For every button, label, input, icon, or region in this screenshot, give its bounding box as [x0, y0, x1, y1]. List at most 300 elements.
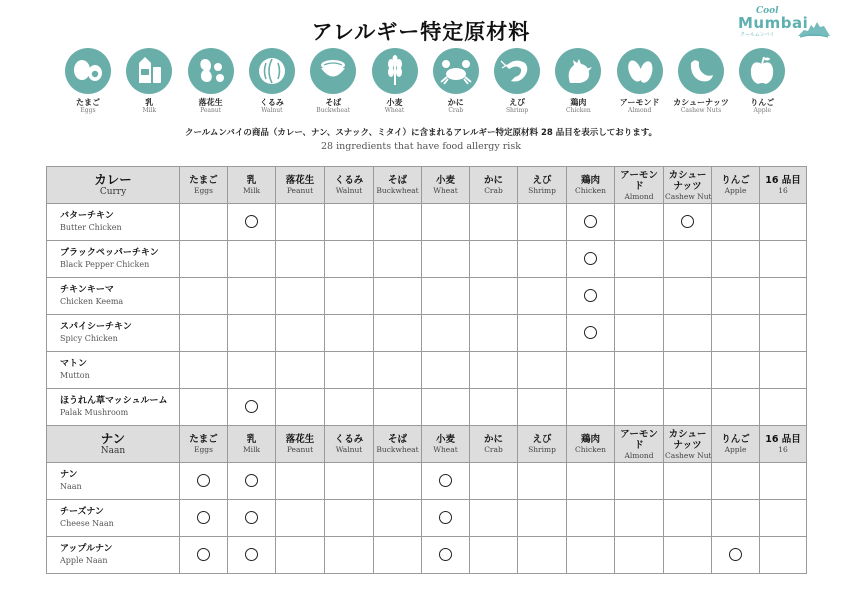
allergen-cell	[470, 315, 518, 352]
table-row	[47, 204, 807, 241]
section-title-en: Curry	[99, 186, 127, 197]
column-header-en: Peanut	[286, 186, 314, 195]
column-header-en: Wheat	[433, 186, 458, 195]
column-header-jp: 小麦	[435, 175, 455, 186]
table-row	[47, 500, 807, 537]
allergen-cell	[567, 204, 615, 241]
allergen-label-en: Buckwheat	[316, 107, 351, 114]
allergen-label-jp: 乳	[145, 98, 154, 107]
column-header-jp: りんご	[721, 434, 750, 445]
allergen-cell	[228, 241, 276, 278]
allergen-cell	[615, 241, 664, 278]
allergen-cell	[615, 389, 664, 426]
allergen-cell	[276, 278, 325, 315]
allergen-cell	[325, 537, 374, 574]
allergen-label-en: Shrimp	[505, 107, 529, 114]
logo-cool-text: Cool	[756, 6, 779, 16]
table-row	[47, 463, 807, 500]
product-name-cell	[47, 352, 180, 389]
column-header-jp: ナッツ	[673, 439, 702, 451]
column-header-en: Eggs	[194, 186, 213, 195]
allergen-cell	[760, 352, 807, 389]
allergen-cell	[664, 537, 712, 574]
allergen-cell	[325, 500, 374, 537]
product-name-cell	[47, 389, 180, 426]
allergen-cell	[374, 278, 422, 315]
allergen-cell	[518, 241, 567, 278]
allergen-cell	[276, 352, 325, 389]
allergen-cell	[325, 389, 374, 426]
allergen-cell	[712, 315, 760, 352]
crab-icon	[433, 48, 479, 94]
allergen-cell	[325, 315, 374, 352]
column-header-en: Crab	[484, 186, 503, 195]
allergen-cell	[664, 500, 712, 537]
column-header	[518, 167, 567, 204]
allergen-cell	[276, 537, 325, 574]
allergen-subtitle: 28 ingredients that have food allergy risk	[321, 141, 521, 152]
contains-mark-icon	[245, 511, 258, 524]
column-header	[470, 426, 518, 463]
product-name-cell	[47, 463, 180, 500]
allergen-cell	[518, 537, 567, 574]
allergen-cell	[422, 278, 470, 315]
table-row	[47, 241, 807, 278]
allergen-cell	[760, 315, 807, 352]
allergen-cell	[760, 500, 807, 537]
cashew-icon	[678, 48, 724, 94]
allergen-cell	[760, 204, 807, 241]
contains-mark-icon	[439, 511, 452, 524]
column-header	[712, 167, 760, 204]
column-header	[180, 167, 228, 204]
allergen-cell	[470, 204, 518, 241]
contains-mark-icon	[245, 400, 258, 413]
allergen-milk	[118, 48, 180, 115]
column-header-en: 16	[778, 186, 788, 195]
column-header-en: Buckwheat	[376, 445, 419, 454]
allergen-cell	[712, 389, 760, 426]
column-header-jp: そば	[387, 175, 407, 186]
column-header-en: Chicken	[575, 186, 606, 195]
contains-mark-icon	[197, 548, 210, 561]
allergen-cell	[180, 204, 228, 241]
contains-mark-icon	[439, 474, 452, 487]
column-header	[228, 167, 276, 204]
allergen-cell	[374, 463, 422, 500]
column-header-jp: たまご	[189, 434, 218, 445]
allergen-cell	[712, 241, 760, 278]
allergen-cell	[374, 241, 422, 278]
column-header-en: Eggs	[194, 445, 213, 454]
allergen-cell	[470, 500, 518, 537]
allergen-apple	[731, 48, 793, 115]
product-name-jp: ブラックペッパーチキン	[60, 248, 159, 258]
shrimp-icon	[494, 48, 540, 94]
allergen-label-jp: そば	[325, 98, 342, 107]
allergen-cell	[374, 315, 422, 352]
product-name-cell	[47, 537, 180, 574]
allergen-label-jp: かに	[447, 98, 464, 107]
egg-icon	[65, 48, 111, 94]
column-header-jp: カシュー	[668, 428, 707, 440]
allergen-cell	[422, 463, 470, 500]
contains-mark-icon	[584, 252, 597, 265]
product-name-en: Mutton	[60, 371, 90, 380]
allergen-label-jp: カシューナッツ	[673, 98, 729, 107]
column-header	[276, 167, 325, 204]
column-header-jp: りんご	[721, 175, 750, 186]
column-header-jp: 鶏肉	[580, 175, 600, 186]
section-header-row	[47, 167, 807, 204]
column-header-jp: 落花生	[285, 175, 315, 186]
allergen-cell	[664, 278, 712, 315]
allergen-cell	[712, 278, 760, 315]
allergen-cell	[567, 463, 615, 500]
allergen-cell	[567, 352, 615, 389]
allergen-cell	[180, 463, 228, 500]
column-header-en: Wheat	[433, 445, 458, 454]
column-header-jp: 16 品目	[765, 175, 801, 186]
allergen-cell	[325, 278, 374, 315]
allergen-cell	[567, 315, 615, 352]
contains-mark-icon	[681, 215, 694, 228]
allergen-cell	[276, 315, 325, 352]
contains-mark-icon	[245, 215, 258, 228]
logo-sub-text: クールムンバイ	[740, 32, 775, 38]
allergen-icon-row	[57, 48, 797, 122]
allergen-cell	[276, 389, 325, 426]
allergen-cell	[470, 278, 518, 315]
column-header-en: Shrimp	[528, 445, 556, 454]
allergen-cell	[228, 352, 276, 389]
product-name-jp: マトン	[60, 359, 88, 369]
allergen-cell	[615, 352, 664, 389]
column-header-jp: 小麦	[435, 434, 455, 445]
product-name-jp: チキンキーマ	[60, 285, 114, 295]
allergen-cell	[276, 241, 325, 278]
allergen-label-en: Crab	[448, 107, 464, 114]
allergen-cell	[567, 241, 615, 278]
product-name-cell	[47, 241, 180, 278]
product-name-en: Black Pepper Chicken	[60, 260, 150, 269]
column-header	[567, 426, 615, 463]
allergen-cell	[567, 389, 615, 426]
column-header	[276, 426, 325, 463]
product-name-cell	[47, 500, 180, 537]
allergen-cell	[470, 241, 518, 278]
section-title-en: Naan	[100, 445, 126, 456]
allergen-cell	[470, 352, 518, 389]
page-title: アレルギー特定原材料	[311, 20, 531, 44]
column-header-en: Apple	[724, 186, 747, 195]
allergen-label-jp: たまご	[76, 98, 100, 107]
column-header-en: Chicken	[575, 445, 606, 454]
section-header-row	[47, 426, 807, 463]
product-name-jp: チーズナン	[60, 507, 104, 517]
allergen-cell	[374, 352, 422, 389]
allergen-label-en: Peanut	[200, 107, 222, 114]
allergen-peanut	[180, 48, 242, 115]
allergen-cell	[228, 315, 276, 352]
allergen-cashew	[670, 48, 732, 115]
allergen-cell	[664, 463, 712, 500]
contains-mark-icon	[584, 289, 597, 302]
allergen-cell	[374, 500, 422, 537]
column-header	[615, 167, 664, 204]
allergen-cell	[276, 463, 325, 500]
column-header-jp: 乳	[246, 175, 257, 186]
product-name-jp: スパイシーチキン	[60, 322, 132, 332]
product-name-cell	[47, 315, 180, 352]
column-header-en: Buckwheat	[376, 186, 419, 195]
product-name-en: Naan	[60, 482, 82, 491]
column-header-jp: 落花生	[285, 434, 315, 445]
allergen-cell	[664, 315, 712, 352]
allergen-chicken	[547, 48, 609, 115]
column-header-en: Almond	[624, 450, 654, 460]
allergen-notice: クールムンバイの商品（カレー、ナン、スナック、ミタイ）に含まれるアレルギー特定原材料 28 品目を表示しております。	[184, 128, 658, 138]
product-name-jp: バターチキン	[60, 211, 114, 221]
product-name-en: Butter Chicken	[60, 223, 122, 232]
column-header-jp: ナッツ	[673, 180, 702, 192]
allergen-label-en: Chicken	[565, 107, 591, 114]
allergen-cell	[180, 500, 228, 537]
allergen-cell	[615, 204, 664, 241]
section-title-jp: ナン	[100, 430, 126, 446]
allergen-label-en: Apple	[753, 107, 772, 114]
allergen-cell	[276, 204, 325, 241]
column-header	[374, 167, 422, 204]
section-title-cell	[47, 426, 180, 463]
column-header-jp: アーモンド	[620, 169, 658, 192]
allergen-cell	[180, 278, 228, 315]
allergen-cell	[615, 463, 664, 500]
section-title-cell	[47, 167, 180, 204]
allergen-cell	[374, 204, 422, 241]
allergen-cell	[664, 204, 712, 241]
table-row	[47, 278, 807, 315]
allergen-cell	[518, 500, 567, 537]
allergen-label-jp: えび	[509, 98, 526, 107]
allergen-cell	[567, 278, 615, 315]
allergen-cell	[664, 241, 712, 278]
column-header-jp: くるみ	[334, 175, 364, 186]
allergen-cell	[470, 537, 518, 574]
allergen-label-en: Milk	[142, 107, 157, 114]
allergen-cell	[180, 241, 228, 278]
allergen-cell	[180, 315, 228, 352]
allergen-cell	[470, 463, 518, 500]
allergen-label-en: Walnut	[261, 107, 283, 114]
almond-icon	[617, 48, 663, 94]
allergen-eggs	[57, 48, 119, 115]
allergen-cell	[325, 241, 374, 278]
allergen-shrimp	[486, 48, 548, 115]
allergen-cell	[518, 463, 567, 500]
apple-icon	[739, 48, 785, 94]
allergen-almond	[609, 48, 671, 115]
column-header	[712, 426, 760, 463]
allergen-wheat	[364, 48, 426, 115]
allergen-crab	[425, 48, 487, 115]
allergen-cell	[712, 463, 760, 500]
allergen-cell	[276, 500, 325, 537]
allergen-cell	[760, 389, 807, 426]
allergen-label-jp: りんご	[750, 98, 775, 107]
column-header	[518, 426, 567, 463]
column-header-en: Peanut	[286, 445, 314, 454]
column-header	[325, 167, 374, 204]
product-name-en: Apple Naan	[60, 556, 108, 565]
column-header-en: Walnut	[335, 186, 363, 195]
column-header	[664, 167, 712, 204]
product-name-en: Spicy Chicken	[60, 334, 118, 343]
allergen-cell	[518, 315, 567, 352]
column-header-jp: カシュー	[668, 169, 707, 181]
allergen-cell	[228, 463, 276, 500]
allergen-label-jp: くるみ	[259, 98, 284, 107]
allergen-label-jp: 鶏肉	[570, 98, 587, 107]
allergen-cell	[374, 389, 422, 426]
allergen-cell	[325, 463, 374, 500]
allergen-cell	[615, 537, 664, 574]
allergen-cell	[180, 352, 228, 389]
allergen-cell	[422, 537, 470, 574]
product-name-jp: ナン	[60, 470, 78, 480]
allergy-table	[46, 166, 807, 574]
allergen-cell	[228, 389, 276, 426]
column-header	[760, 167, 807, 204]
allergen-cell	[422, 241, 470, 278]
allergen-buckwheat	[302, 48, 364, 115]
skyline-icon	[798, 16, 830, 38]
walnut-icon	[249, 48, 295, 94]
allergen-label-en: Cashew Nuts	[680, 107, 722, 114]
column-header	[325, 426, 374, 463]
allergen-cell	[325, 352, 374, 389]
column-header-en: Walnut	[335, 445, 363, 454]
contains-mark-icon	[245, 548, 258, 561]
milk-icon	[126, 48, 172, 94]
allergen-cell	[325, 204, 374, 241]
allergen-cell	[422, 352, 470, 389]
peanut-icon	[188, 48, 234, 94]
column-header	[664, 426, 712, 463]
logo-main-text: Mumbai	[738, 14, 809, 32]
product-name-en: Cheese Naan	[60, 519, 114, 528]
product-name-cell	[47, 204, 180, 241]
allergen-cell	[712, 204, 760, 241]
soba-bowl-icon	[310, 48, 356, 94]
column-header	[470, 167, 518, 204]
chicken-icon	[555, 48, 601, 94]
column-header-jp: たまご	[189, 175, 218, 186]
column-header-jp: 16 品目	[765, 434, 801, 445]
column-header	[422, 167, 470, 204]
allergen-cell	[518, 389, 567, 426]
column-header	[180, 426, 228, 463]
column-header	[228, 426, 276, 463]
allergen-cell	[664, 352, 712, 389]
allergen-label-jp: 小麦	[386, 98, 403, 107]
allergen-label-jp: 落花生	[198, 98, 223, 107]
column-header-en: Milk	[242, 186, 261, 195]
allergen-walnut	[241, 48, 303, 115]
allergen-cell	[567, 537, 615, 574]
product-name-jp: アップルナン	[60, 544, 113, 554]
allergen-cell	[422, 389, 470, 426]
table-row	[47, 315, 807, 352]
column-header-en: Shrimp	[528, 186, 556, 195]
column-header-jp: くるみ	[334, 434, 364, 445]
column-header-jp: 鶏肉	[580, 434, 600, 445]
allergen-label-en: Wheat	[384, 107, 405, 114]
product-name-jp: ほうれん草マッシュルーム	[60, 396, 168, 406]
column-header-jp: アーモンド	[620, 428, 658, 451]
allergen-cell	[228, 204, 276, 241]
allergen-cell	[180, 389, 228, 426]
column-header	[760, 426, 807, 463]
contains-mark-icon	[197, 511, 210, 524]
allergen-cell	[712, 500, 760, 537]
allergen-cell	[518, 204, 567, 241]
allergen-cell	[422, 500, 470, 537]
allergen-cell	[180, 537, 228, 574]
column-header-en: Almond	[624, 191, 654, 201]
product-name-cell	[47, 278, 180, 315]
allergen-cell	[615, 315, 664, 352]
allergen-cell	[228, 500, 276, 537]
brand-logo	[736, 6, 832, 46]
column-header-en: Milk	[242, 445, 261, 454]
column-header-en: Apple	[724, 445, 747, 454]
contains-mark-icon	[197, 474, 210, 487]
allergen-cell	[760, 537, 807, 574]
product-name-en: Palak Mushroom	[60, 408, 129, 417]
column-header-jp: えび	[532, 434, 552, 445]
contains-mark-icon	[245, 474, 258, 487]
allergen-cell	[518, 352, 567, 389]
allergen-cell	[422, 315, 470, 352]
column-header-jp: えび	[532, 175, 552, 186]
column-header-jp: かに	[483, 175, 503, 186]
contains-mark-icon	[729, 548, 742, 561]
allergen-cell	[760, 463, 807, 500]
allergen-cell	[712, 352, 760, 389]
column-header-jp: 乳	[246, 434, 257, 445]
allergen-cell	[664, 389, 712, 426]
allergen-cell	[228, 537, 276, 574]
table-row	[47, 537, 807, 574]
column-header-jp: そば	[387, 434, 407, 445]
column-header-en: Crab	[484, 445, 503, 454]
allergen-cell	[615, 278, 664, 315]
column-header-en: Cashew Nut	[665, 191, 712, 201]
allergen-cell	[470, 389, 518, 426]
contains-mark-icon	[584, 215, 597, 228]
allergen-cell	[615, 500, 664, 537]
allergen-cell	[374, 537, 422, 574]
column-header	[422, 426, 470, 463]
contains-mark-icon	[439, 548, 452, 561]
table-row	[47, 352, 807, 389]
wheat-icon	[372, 48, 418, 94]
column-header-en: Cashew Nut	[665, 450, 712, 460]
column-header	[615, 426, 664, 463]
column-header-en: 16	[778, 445, 788, 454]
allergen-cell	[567, 500, 615, 537]
